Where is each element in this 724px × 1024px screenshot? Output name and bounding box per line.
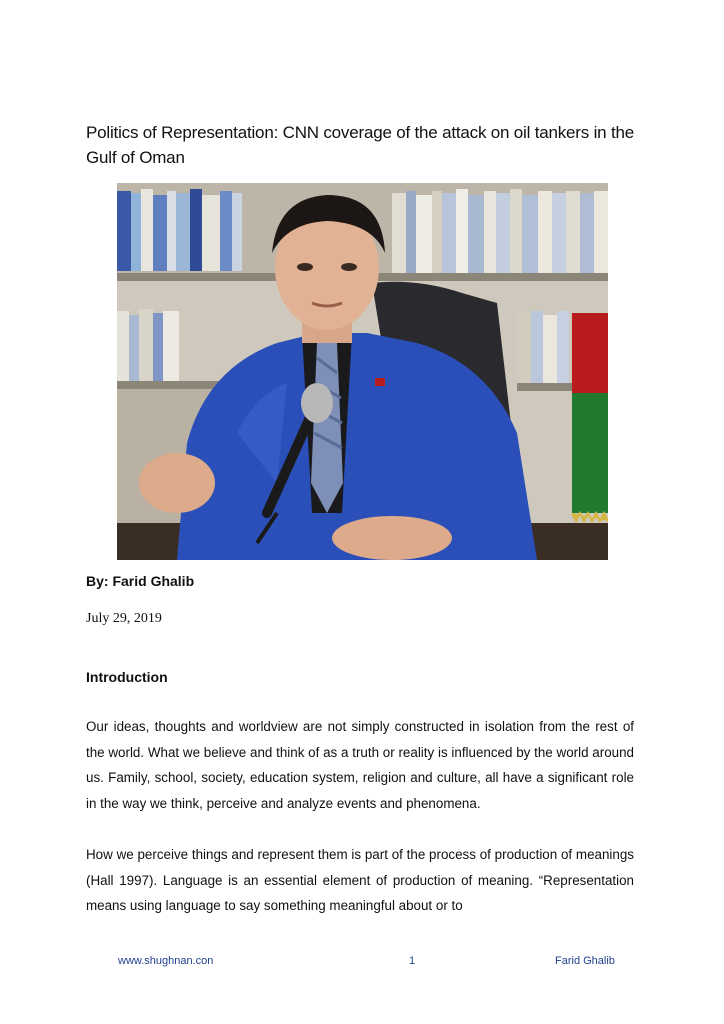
article-title: Politics of Representation: CNN coverage of the attack on oil tankers in the Gulf of Oman [86,123,634,167]
section-heading: Introduction [86,669,168,685]
footer-website: www.shughnan.con [118,955,214,967]
footer-author: Farid Ghalib [555,955,615,967]
paragraph: How we perceive things and represent them is part of the process of production of meanings (Hall 1997). Language is an essential element of production of meaning. “Representation means using language to say something meaningful about or to [86,847,634,913]
paragraph: Our ideas, thoughts and worldview are not simply constructed in isolation from the rest of the world. What we believe and think of as a truth or reality is influenced by the world around us. Family, school, society, education system, religion and culture, all have a significant role in the way we think, perceive and analyze events and phenomena. [86,719,634,811]
author-photo [117,183,608,560]
footer-page-number: 1 [409,955,416,967]
publish-date: July 29, 2019 [86,611,162,626]
author-byline: By: Farid Ghalib [86,573,195,589]
